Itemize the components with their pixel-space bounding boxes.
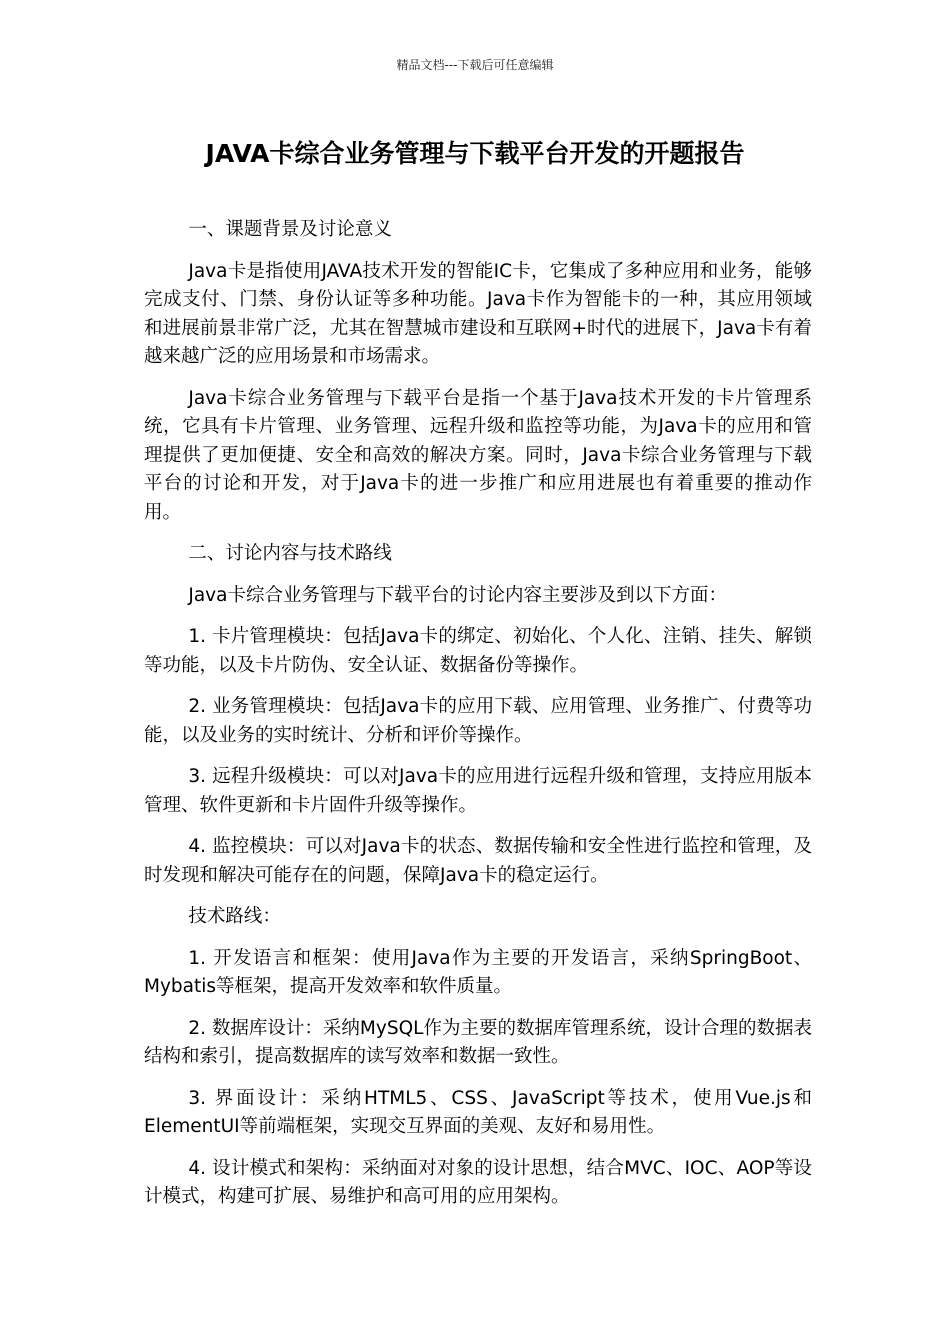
list-item-ui-design: 3. 界面设计：采纳HTML5、CSS、JavaScript等技术，使用Vue.js和ElementUI等前端框架，实现交互界面的美观、友好和易用性。 bbox=[144, 1087, 812, 1137]
section-heading-background: 一、课题背景及讨论意义 bbox=[188, 219, 392, 240]
list-item-business-management: 2. 业务管理模块：包括Java卡的应用下载、应用管理、业务推广、付费等功能，以及业务的实时统计、分析和评价等操作。 bbox=[144, 696, 812, 746]
document-title: JAVA卡综合业务管理与下载平台开发的开题报告 bbox=[205, 139, 745, 168]
list-item-card-management: 1. 卡片管理模块：包括Java卡的绑定、初始化、个人化、注销、挂失、解锁等功能，以及卡片防伪、安全认证、数据备份等操作。 bbox=[144, 626, 812, 676]
section-heading-content: 二、讨论内容与技术路线 bbox=[188, 543, 392, 564]
section-heading-tech-route: 技术路线： bbox=[188, 906, 281, 927]
document-body bbox=[144, 216, 812, 1225]
paragraph-content-lead: Java卡综合业务管理与下载平台的讨论内容主要涉及到以下方面： bbox=[188, 584, 727, 606]
page-header: 精品文档---下载后可任意编辑 bbox=[396, 58, 554, 72]
paragraph-platform-intro: Java卡综合业务管理与下载平台是指一个基于Java技术开发的卡片管理系统，它具有卡片管理、业务管理、远程升级和监控等功能，为Java卡的应用和管理提供了更加便捷、安全和高效的解决方案。同时，Java卡综合业务管理与下载平台的讨论和开发，对于Java卡的进一步推广和应用进展也有着重要的推动作用。 bbox=[144, 387, 812, 523]
list-item-remote-upgrade: 3. 远程升级模块：可以对Java卡的应用进行远程升级和管理，支持应用版本管理、软件更新和卡片固件升级等操作。 bbox=[144, 766, 812, 816]
list-item-monitoring: 4. 监控模块：可以对Java卡的状态、数据传输和安全性进行监控和管理，及时发现和解决可能存在的问题，保障Java卡的稳定运行。 bbox=[144, 836, 812, 886]
list-item-architecture: 4. 设计模式和架构：采纳面对对象的设计思想，结合MVC、IOC、AOP等设计模式，构建可扩展、易维护和高可用的应用架构。 bbox=[144, 1157, 812, 1207]
list-item-language-framework: 1. 开发语言和框架：使用Java作为主要的开发语言，采纳SpringBoot、Mybatis等框架，提高开发效率和软件质量。 bbox=[144, 947, 812, 997]
paragraph-java-card-intro: Java卡是指使用JAVA技术开发的智能IC卡，它集成了多种应用和业务，能够完成支付、门禁、身份认证等多种功能。Java卡作为智能卡的一种，其应用领域和进展前景非常广泛，尤其在智慧城市建设和互联网+时代的进展下，Java卡有着越来越广泛的应用场景和市场需求。 bbox=[144, 260, 812, 367]
list-item-database-design: 2. 数据库设计：采纳MySQL作为主要的数据库管理系统，设计合理的数据表结构和索引，提高数据库的读写效率和数据一致性。 bbox=[144, 1017, 812, 1067]
